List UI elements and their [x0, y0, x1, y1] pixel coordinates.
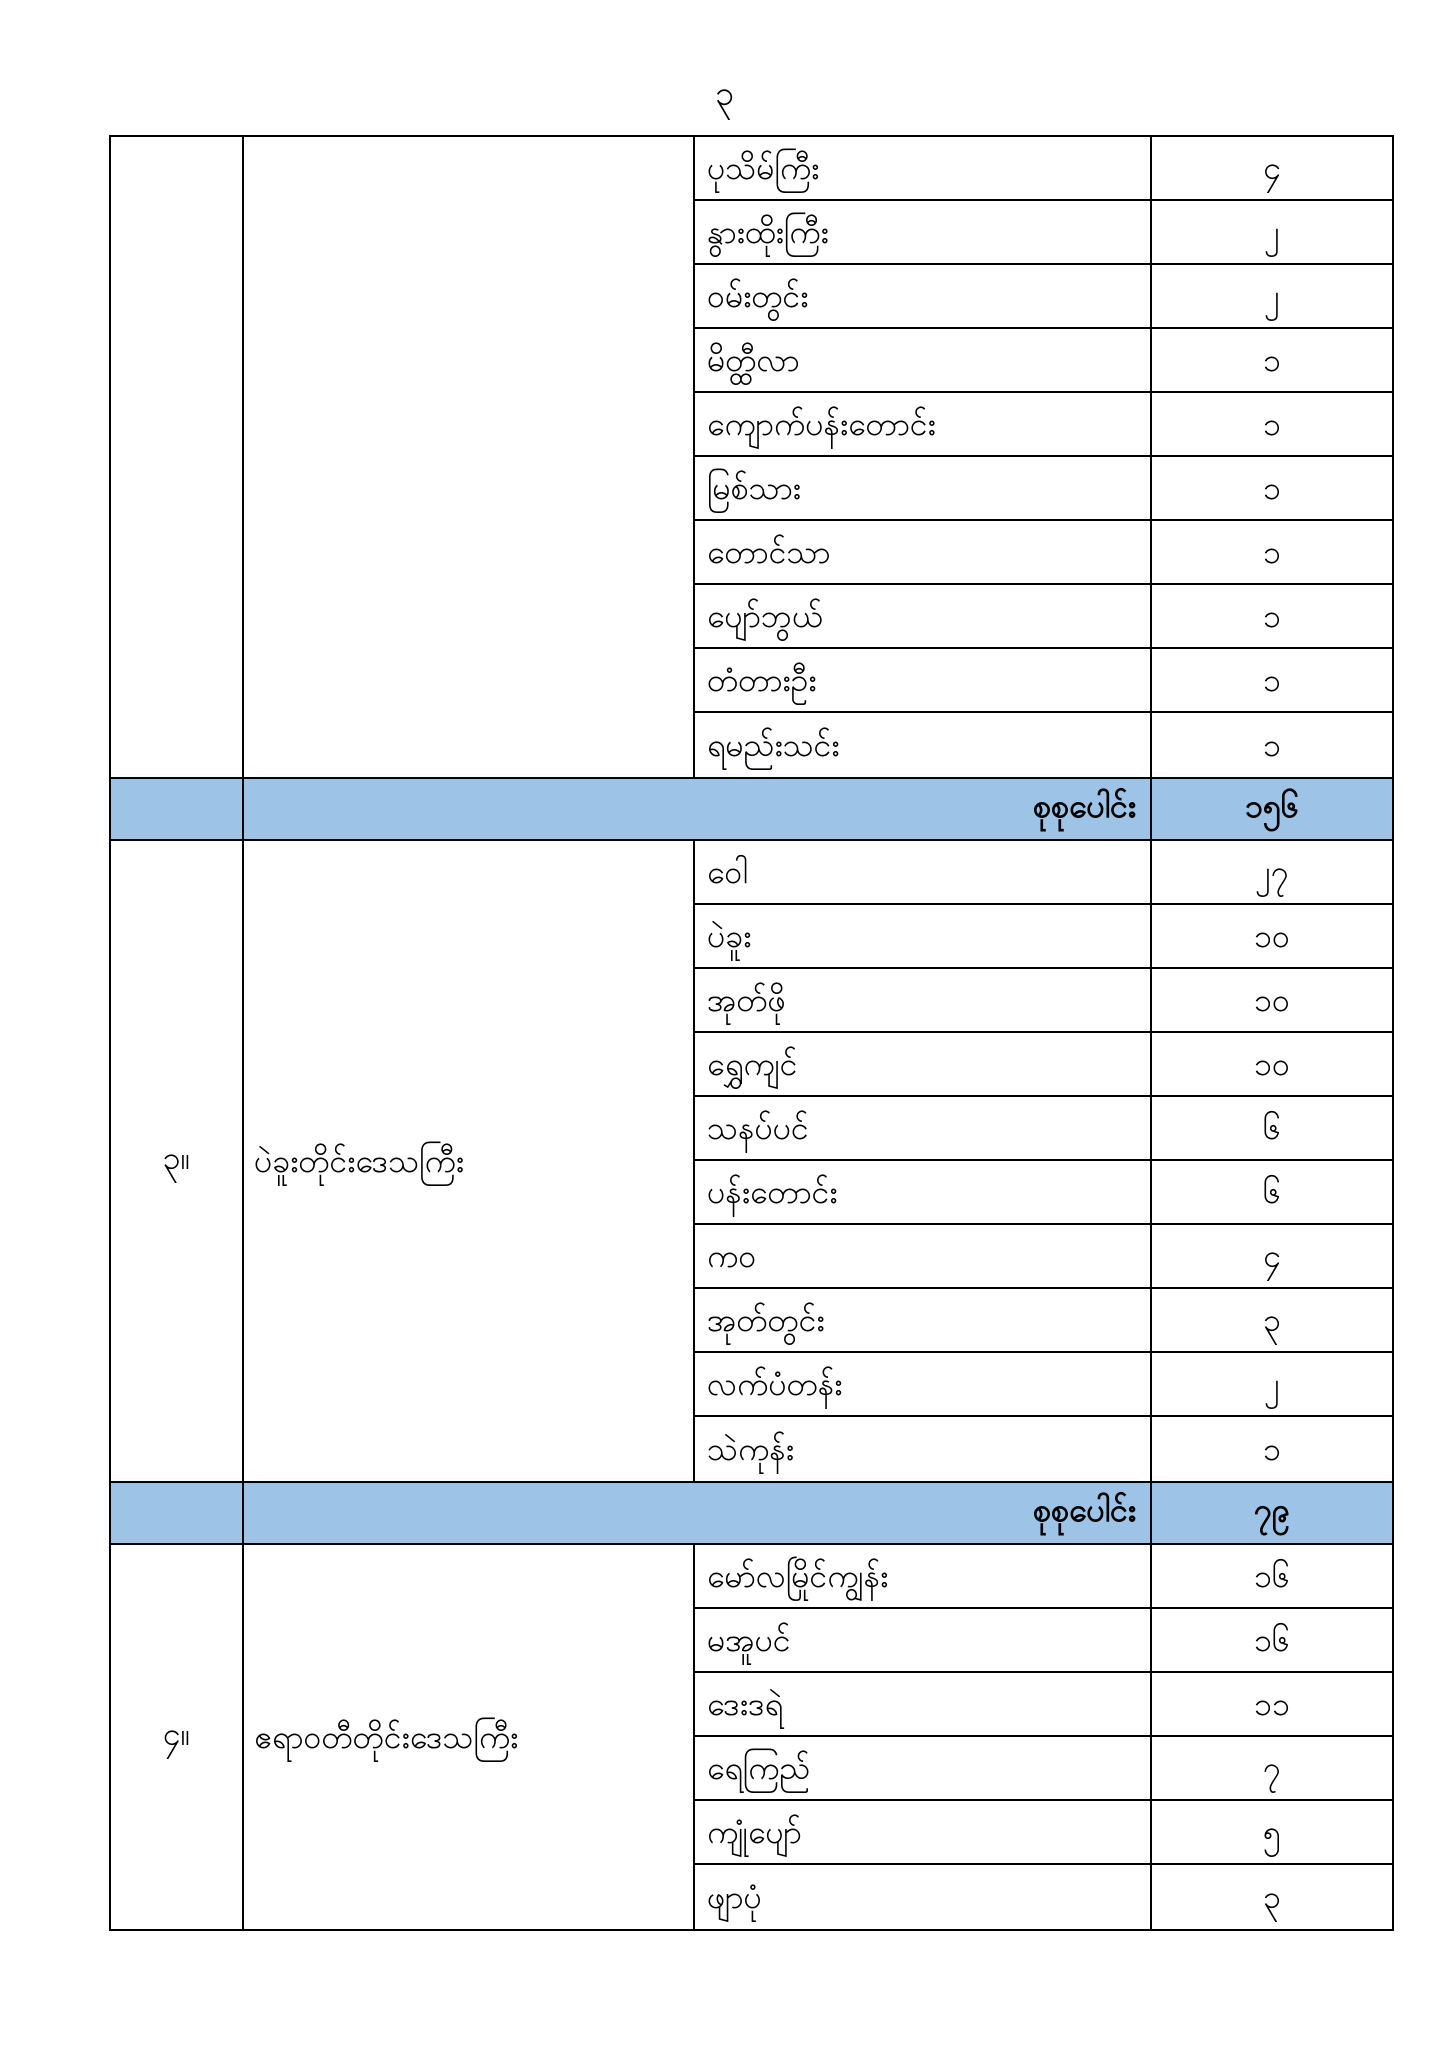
total-row [111, 777, 1394, 841]
region-serial [111, 137, 244, 777]
count-cell: ၃ [1152, 1289, 1394, 1351]
table-row [695, 1673, 1394, 1737]
table-row [695, 1417, 1394, 1481]
section-rows [695, 1545, 1394, 1929]
table-row [695, 1033, 1394, 1097]
township-cell: သဲကုန်း [695, 1417, 1152, 1481]
township-cell: ပန်းတောင်း [695, 1161, 1152, 1223]
region-serial: ၃။ [111, 841, 244, 1481]
township-cell: ရမည်းသင်း [695, 713, 1152, 777]
township-cell: ကျောက်ပန်းတောင်း [695, 393, 1152, 455]
section-rows [695, 137, 1394, 777]
table-row [695, 1801, 1394, 1865]
total-value: ၁၅၆ [1152, 779, 1394, 839]
township-cell: လက်ပံတန်း [695, 1353, 1152, 1415]
page-number: ၃ [714, 74, 735, 114]
count-cell: ၁၀ [1152, 1033, 1394, 1095]
count-cell: ၆ [1152, 1161, 1394, 1223]
township-cell: တံတားဦး [695, 649, 1152, 711]
table-row [695, 1097, 1394, 1161]
total-label: စုစုပေါင်း [244, 1483, 1152, 1543]
count-cell: ၁၀ [1152, 905, 1394, 967]
table-row [695, 457, 1394, 521]
township-cell: မအူပင် [695, 1609, 1152, 1671]
total-row [111, 1481, 1394, 1545]
count-cell: ၄ [1152, 137, 1394, 199]
table-row [695, 1545, 1394, 1609]
table-row [695, 841, 1394, 905]
table-row [695, 1865, 1394, 1929]
table-row [695, 1353, 1394, 1417]
township-cell: ဝေါ [695, 841, 1152, 903]
count-cell: ၂ [1152, 1353, 1394, 1415]
count-cell: ၁ [1152, 329, 1394, 391]
count-cell: ၁ [1152, 457, 1394, 519]
townships-table [109, 135, 1394, 1931]
table-row [695, 713, 1394, 777]
section-rows [695, 841, 1394, 1481]
count-cell: ၆ [1152, 1097, 1394, 1159]
township-cell: ပုသိမ်ကြီး [695, 137, 1152, 199]
count-cell: ၅ [1152, 1801, 1394, 1863]
count-cell: ၁၆ [1152, 1545, 1394, 1607]
region-section-1 [111, 137, 1394, 777]
count-cell: ၂၇ [1152, 841, 1394, 903]
table-row [695, 265, 1394, 329]
table-row [695, 1609, 1394, 1673]
township-cell: အုတ်ဖို [695, 969, 1152, 1031]
township-cell: မော်လမြိုင်ကျွန်း [695, 1545, 1152, 1607]
township-cell: ပျော်ဘွယ် [695, 585, 1152, 647]
total-serial-cell [111, 779, 244, 839]
table-row [695, 1225, 1394, 1289]
township-cell: ဝမ်းတွင်း [695, 265, 1152, 327]
region-name: ဧရာဝတီတိုင်းဒေသကြီး [244, 1545, 695, 1929]
table-row [695, 649, 1394, 713]
township-cell: ရွှေကျင် [695, 1033, 1152, 1095]
count-cell: ၁၆ [1152, 1609, 1394, 1671]
total-label: စုစုပေါင်း [244, 779, 1152, 839]
count-cell: ၂ [1152, 201, 1394, 263]
township-cell: ရေကြည် [695, 1737, 1152, 1799]
count-cell: ၁ [1152, 521, 1394, 583]
count-cell: ၁ [1152, 393, 1394, 455]
region-section-2 [111, 841, 1394, 1481]
township-cell: ကဝ [695, 1225, 1152, 1287]
total-value: ၇၉ [1152, 1483, 1394, 1543]
table-row [695, 585, 1394, 649]
count-cell: ၄ [1152, 1225, 1394, 1287]
count-cell: ၁ [1152, 649, 1394, 711]
township-cell: ဖျာပုံ [695, 1865, 1152, 1929]
township-cell: မြစ်သား [695, 457, 1152, 519]
table-row [695, 1737, 1394, 1801]
township-cell: နွားထိုးကြီး [695, 201, 1152, 263]
count-cell: ၁ [1152, 1417, 1394, 1481]
table-row [695, 137, 1394, 201]
township-cell: ပဲခူး [695, 905, 1152, 967]
region-name: ပဲခူးတိုင်းဒေသကြီး [244, 841, 695, 1481]
township-cell: သနပ်ပင် [695, 1097, 1152, 1159]
count-cell: ၂ [1152, 265, 1394, 327]
township-cell: ဒေးဒရဲ [695, 1673, 1152, 1735]
township-cell: အုတ်တွင်း [695, 1289, 1152, 1351]
region-name [244, 137, 695, 777]
region-section-3 [111, 1545, 1394, 1929]
total-serial-cell [111, 1483, 244, 1543]
count-cell: ၇ [1152, 1737, 1394, 1799]
township-cell: တောင်သာ [695, 521, 1152, 583]
count-cell: ၃ [1152, 1865, 1394, 1929]
table-row [695, 201, 1394, 265]
count-cell: ၁ [1152, 585, 1394, 647]
table-row [695, 905, 1394, 969]
table-row [695, 1161, 1394, 1225]
table-row [695, 393, 1394, 457]
count-cell: ၁ [1152, 713, 1394, 777]
township-cell: ကျုံပျော် [695, 1801, 1152, 1863]
township-cell: မိတ္ထီလာ [695, 329, 1152, 391]
table-row [695, 329, 1394, 393]
table-row [695, 969, 1394, 1033]
count-cell: ၁၀ [1152, 969, 1394, 1031]
count-cell: ၁၁ [1152, 1673, 1394, 1735]
table-row [695, 1289, 1394, 1353]
region-serial: ၄။ [111, 1545, 244, 1929]
table-row [695, 521, 1394, 585]
